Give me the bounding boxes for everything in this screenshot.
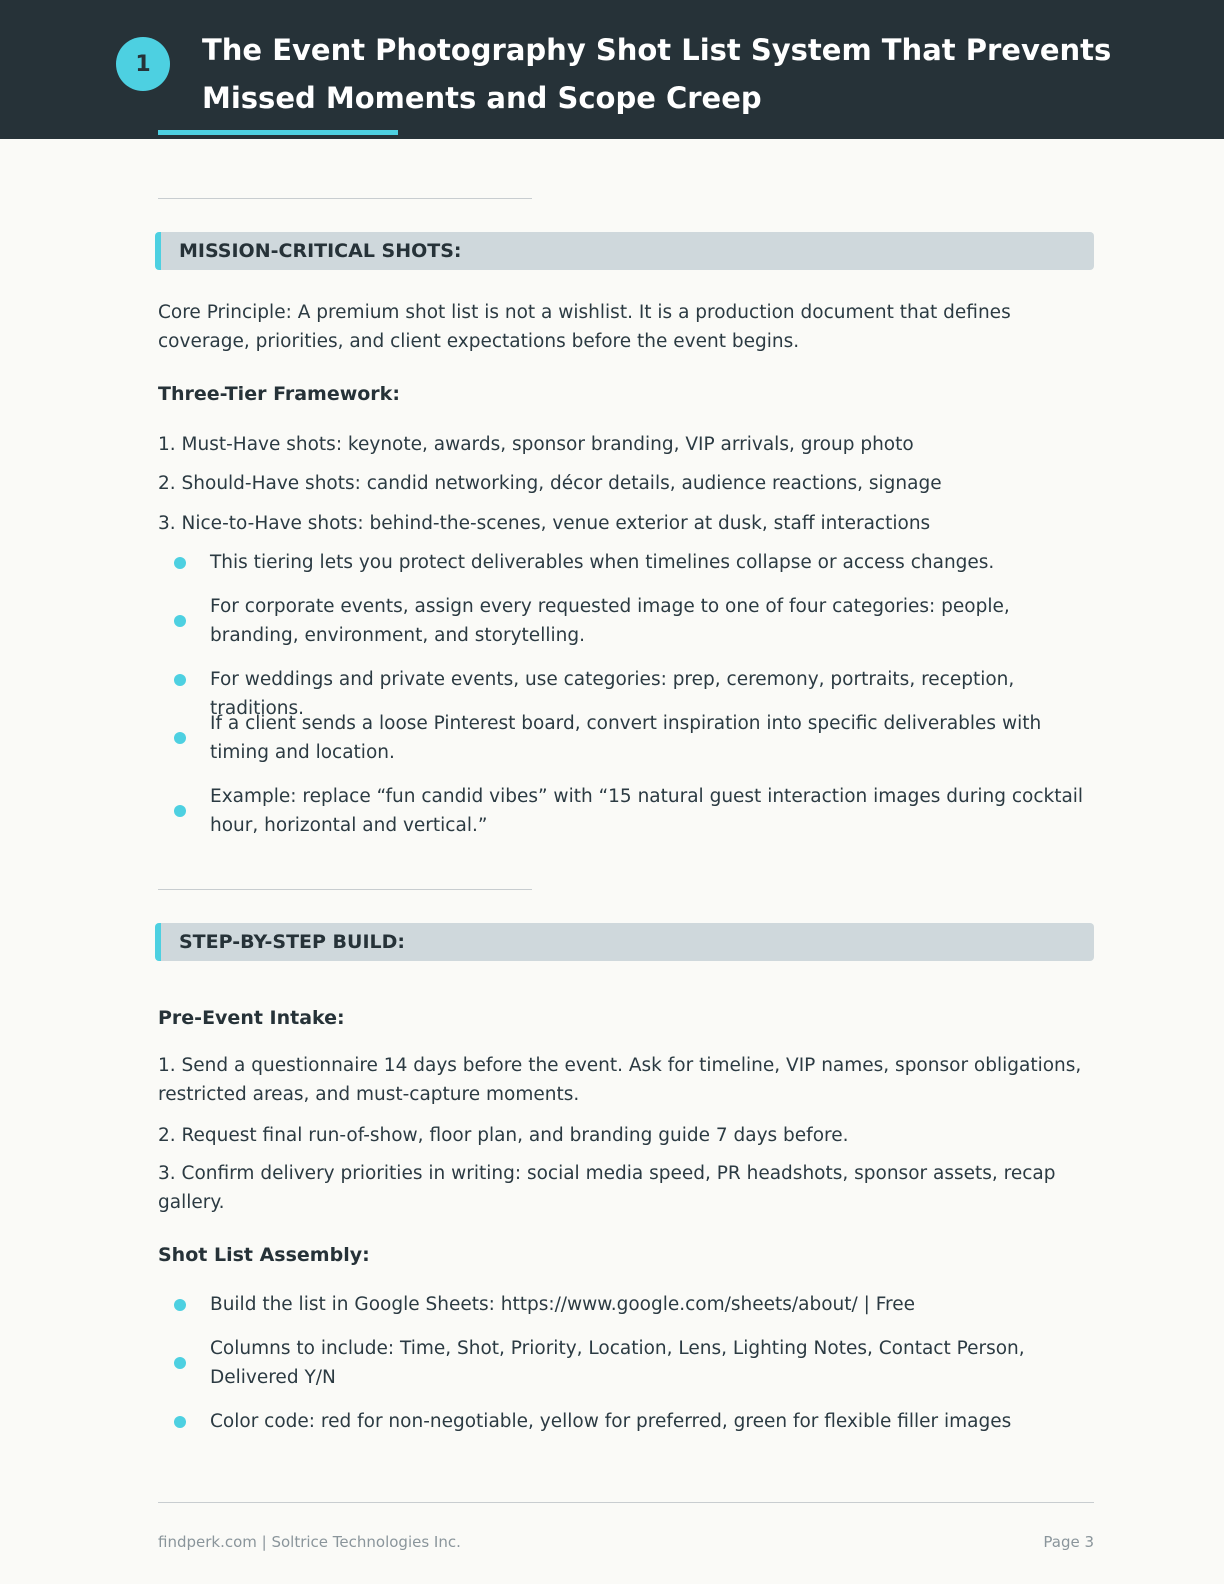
section-divider	[158, 889, 532, 890]
bullet-dot	[174, 557, 186, 569]
bullet-item: Color code: red for non-negotiable, yellow for preferred, green for flexible filler images	[210, 1411, 1012, 1432]
page-number: Page 3	[1043, 1533, 1094, 1551]
footer-publisher: findperk.com | Soltrice Technologies Inc.	[158, 1533, 461, 1551]
numbered-item: 3. Nice-to-Have shots: behind-the-scenes, venue exterior at dusk, staff interactions	[158, 513, 931, 534]
bullet-dot	[174, 1416, 186, 1428]
core-principle-paragraph: Core Principle: A premium shot list is not a wishlist. It is a production document that defines coverage, priorities, and client expectations before the event begins.	[158, 302, 1011, 352]
section-divider	[158, 198, 532, 199]
title-accent-underline	[158, 130, 398, 135]
bullet-dot	[174, 1357, 186, 1369]
footer-divider	[158, 1502, 1094, 1503]
section-heading-step-by-step: STEP-BY-STEP BUILD:	[155, 923, 1094, 961]
bullet-dot	[174, 732, 186, 744]
shot-list-assembly-heading: Shot List Assembly:	[158, 1244, 370, 1266]
bullet-dot	[174, 805, 186, 817]
pre-event-intake-heading: Pre-Event Intake:	[158, 1007, 345, 1029]
numbered-item: 2. Request final run-of-show, floor plan, and branding guide 7 days before.	[158, 1125, 849, 1146]
bullet-item: If a client sends a loose Pinterest board, convert inspiration into specific deliverables with timing and location.	[210, 713, 1042, 763]
numbered-item: 1. Send a questionnaire 14 days before the event. Ask for timeline, VIP names, sponsor obligations, restricted areas, and must-capture moments.	[158, 1055, 1082, 1105]
bullet-item: Columns to include: Time, Shot, Priority, Location, Lens, Lighting Notes, Contact Person, Delivered Y/N	[210, 1338, 1025, 1388]
page-title: The Event Photography Shot List System That Prevents Missed Moments and Scope Creep	[202, 33, 1112, 115]
three-tier-framework-heading: Three-Tier Framework:	[158, 383, 400, 405]
numbered-item: 2. Should-Have shots: candid networking, décor details, audience reactions, signage	[158, 473, 942, 494]
numbered-item: 3. Confirm delivery priorities in writing: social media speed, PR headshots, sponsor assets, recap gallery.	[158, 1163, 1056, 1213]
bullet-dot	[174, 1299, 186, 1311]
page-header	[0, 0, 1224, 139]
bullet-item: This tiering lets you protect deliverables when timelines collapse or access changes.	[210, 552, 995, 573]
section-heading-mission-critical: MISSION-CRITICAL SHOTS:	[155, 232, 1094, 270]
bullet-dot	[174, 615, 186, 627]
bullet-dot	[174, 674, 186, 686]
bullet-item: For weddings and private events, use categories: prep, ceremony, portraits, reception, traditions.	[210, 669, 1015, 719]
bullet-item: Build the list in Google Sheets: https://www.google.com/sheets/about/ | Free	[210, 1294, 915, 1315]
bullet-item: Example: replace “fun candid vibes” with “15 natural guest interaction images during cocktail hour, horizontal and vertical.”	[210, 786, 1084, 836]
numbered-item: 1. Must-Have shots: keynote, awards, sponsor branding, VIP arrivals, group photo	[158, 434, 914, 455]
chapter-number-badge: 1	[116, 37, 170, 91]
bullet-item: For corporate events, assign every requested image to one of four categories: people, branding, environment, and storytelling.	[210, 596, 1010, 646]
